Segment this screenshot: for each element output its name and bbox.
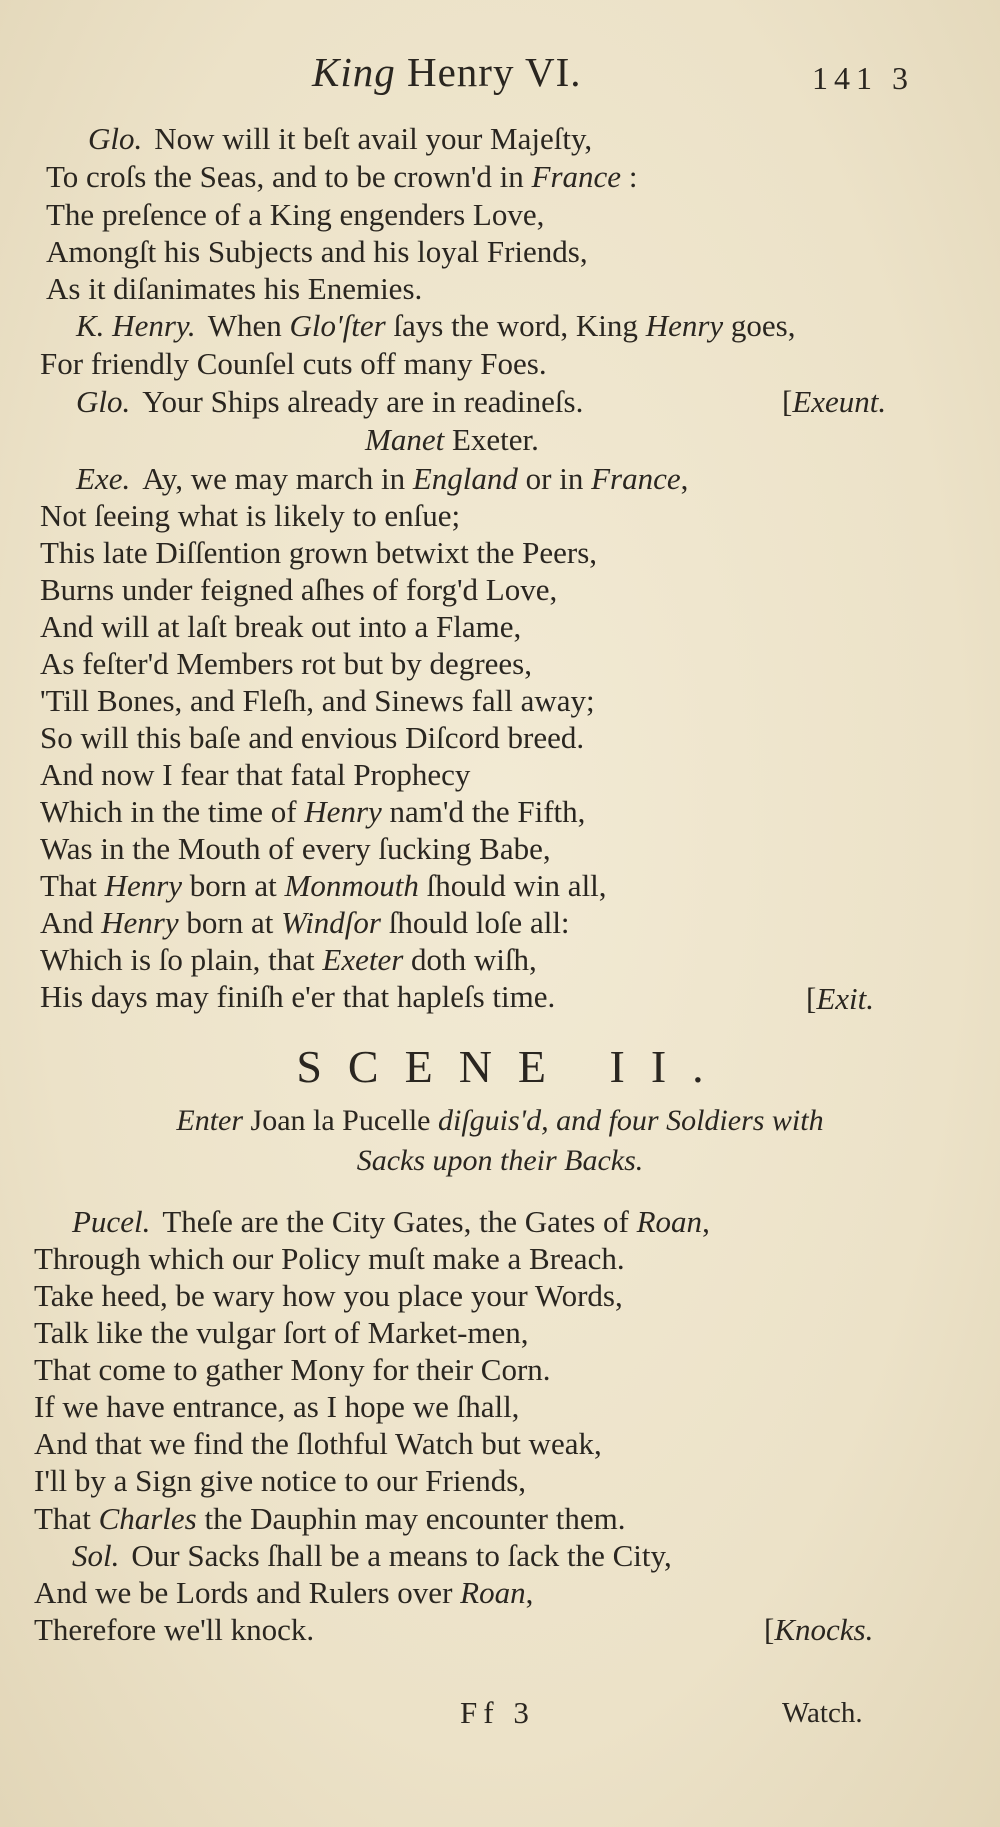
stage-direction-manet (365, 421, 539, 458)
verse-line (40, 793, 585, 830)
character-name: Glo'ſter (289, 308, 386, 343)
place-name: Roan (460, 1575, 526, 1610)
verse-line: And will at laſt break out into a Flame, (40, 609, 522, 644)
verse-line (72, 1537, 672, 1574)
speaker-name: Sol. (72, 1538, 120, 1573)
stage-direction-text: Exit. (816, 981, 874, 1016)
line-text: Theſe are the City Gates, the Gates of (162, 1204, 637, 1239)
place-name: Monmouth (284, 868, 419, 903)
verse-line: Through which our Policy muſt make a Breach. (34, 1241, 625, 1276)
verse-line: Burns under feigned aſhes of forg'd Love, (40, 572, 558, 607)
line-text: That (34, 1501, 99, 1536)
verse-line (76, 460, 688, 497)
stage-direction-text: Exeunt. (792, 384, 887, 419)
verse-line: So will this baſe and envious Diſcord breed. (40, 720, 585, 755)
verse-line: That come to gather Mony for their Corn. (34, 1352, 551, 1387)
stage-direction-exit: [Exit. (806, 981, 874, 1016)
running-title (312, 48, 581, 96)
running-header (0, 48, 1000, 98)
line-text: , (680, 461, 689, 496)
speaker-name: Pucel. (72, 1204, 151, 1239)
line-text: goes, (723, 308, 796, 343)
verse-line (40, 904, 570, 941)
character-name: Henry (304, 794, 382, 829)
speaker-name: Glo. (76, 384, 131, 419)
enter-word: Enter (176, 1104, 244, 1137)
verse-line: And now I fear that fatal Prophecy (40, 757, 471, 792)
stage-direction-exeunt: [Exeunt. (782, 384, 887, 419)
line-text: That (40, 868, 105, 903)
running-title-rest: Henry VI. (395, 49, 582, 95)
verse-line (76, 383, 583, 420)
line-text: born at (182, 868, 285, 903)
line-text: : (621, 159, 638, 194)
line-text: To croſs the Seas, and to be crown'd in (46, 159, 532, 194)
line-text: Now will it beſt avail your Majeſty, (154, 121, 593, 156)
verse-line: Was in the Mouth of every ſucking Babe, (40, 831, 551, 866)
line-text: And we be Lords and Rulers over (34, 1575, 461, 1610)
running-title-italic: King (312, 49, 396, 95)
character-name: Charles (98, 1501, 197, 1536)
verse-line: I'll by a Sign give notice to our Friends, (34, 1463, 527, 1498)
verse-line: Therefore we'll knock. (34, 1612, 315, 1647)
line-text: Your Ships already are in readineſs. (142, 384, 584, 419)
scene-stage-direction: Sacks upon their Backs. (356, 1144, 644, 1177)
character-name: Henry (645, 308, 724, 343)
verse-line: If we have entrance, as I hope we ſhall, (34, 1389, 520, 1424)
speaker-name: Glo. (88, 121, 143, 156)
verse-line (76, 307, 796, 344)
place-name: France (531, 159, 622, 194)
verse-line: As feſter'd Members rot but by degrees, (40, 646, 532, 681)
line-text: ſays the word, King (385, 308, 646, 343)
character-name: Joan la Pucelle (243, 1104, 438, 1137)
line-text: nam'd the Fifth, (381, 794, 586, 829)
place-name: England (412, 461, 518, 496)
verse-line: The preſence of a King engenders Love, (46, 197, 545, 232)
stage-direction-text: Knocks. (774, 1612, 874, 1647)
scene-heading: SCENE II. (296, 1041, 730, 1092)
manet-italic: Manet (365, 422, 445, 457)
scene-stage-direction (0, 1104, 1000, 1138)
verse-line: As it diſanimates his Enemies. (46, 271, 423, 306)
verse-line: This late Diſſention grown betwixt the Peers, (40, 535, 598, 570)
line-text: doth wiſh, (403, 942, 537, 977)
verse-line: For friendly Counſel cuts off many Foes. (40, 346, 547, 381)
place-name: Roan (636, 1204, 703, 1239)
line-text: , (525, 1575, 534, 1610)
line-text: Which in the time of (40, 794, 305, 829)
verse-line: Take heed, be wary how you place your Words, (34, 1278, 623, 1313)
line-text: Our Sacks ſhall be a means to ſack the City, (131, 1538, 672, 1573)
catchword: Watch. (782, 1697, 863, 1729)
line-text: Which is ſo plain, that (40, 942, 323, 977)
verse-line (34, 1500, 625, 1537)
stage-direction-knocks: [Knocks. (764, 1612, 874, 1647)
verse-line: Amongſt his Subjects and his loyal Friends, (46, 234, 588, 269)
line-text: ſhould loſe all: (380, 905, 570, 940)
verse-line: His days may finiſh e'er that hapleſs time. (40, 979, 556, 1014)
line-text: born at (178, 905, 282, 940)
page-number: 141 3 (812, 60, 914, 96)
verse-line: Talk like the vulgar ſort of Market-men, (34, 1315, 529, 1350)
line-text: Ay, we may march in (142, 461, 413, 496)
place-name: France (591, 461, 681, 496)
verse-line (88, 120, 592, 157)
line-text: , (702, 1204, 710, 1239)
manet-text: Exeter. (444, 422, 539, 457)
verse-line: Not ſeeing what is likely to enſue; (40, 498, 461, 533)
stage-direction-text: diſguis'd, and four Soldiers with (437, 1104, 824, 1137)
verse-line: And that we find the ſlothful Watch but weak, (34, 1426, 602, 1461)
character-name: Henry (101, 905, 179, 940)
line-text: And (40, 905, 102, 940)
speaker-name: K. Henry. (76, 308, 196, 343)
verse-line (40, 867, 607, 904)
line-text: ſhould win all, (418, 868, 607, 903)
place-name: Windſor (281, 905, 381, 940)
signature-mark: Ff 3 (460, 1695, 535, 1730)
line-text: or in (517, 461, 592, 496)
verse-line: 'Till Bones, and Fleſh, and Sinews fall away; (40, 683, 595, 718)
character-name: Exeter (322, 942, 404, 977)
verse-line (34, 1574, 533, 1611)
verse-line (40, 941, 537, 978)
line-text: When (207, 308, 290, 343)
line-text: the Dauphin may encounter them. (196, 1501, 626, 1536)
verse-line (72, 1203, 710, 1240)
speaker-name: Exe. (76, 461, 131, 496)
verse-line (46, 158, 637, 195)
character-name: Henry (104, 868, 183, 903)
